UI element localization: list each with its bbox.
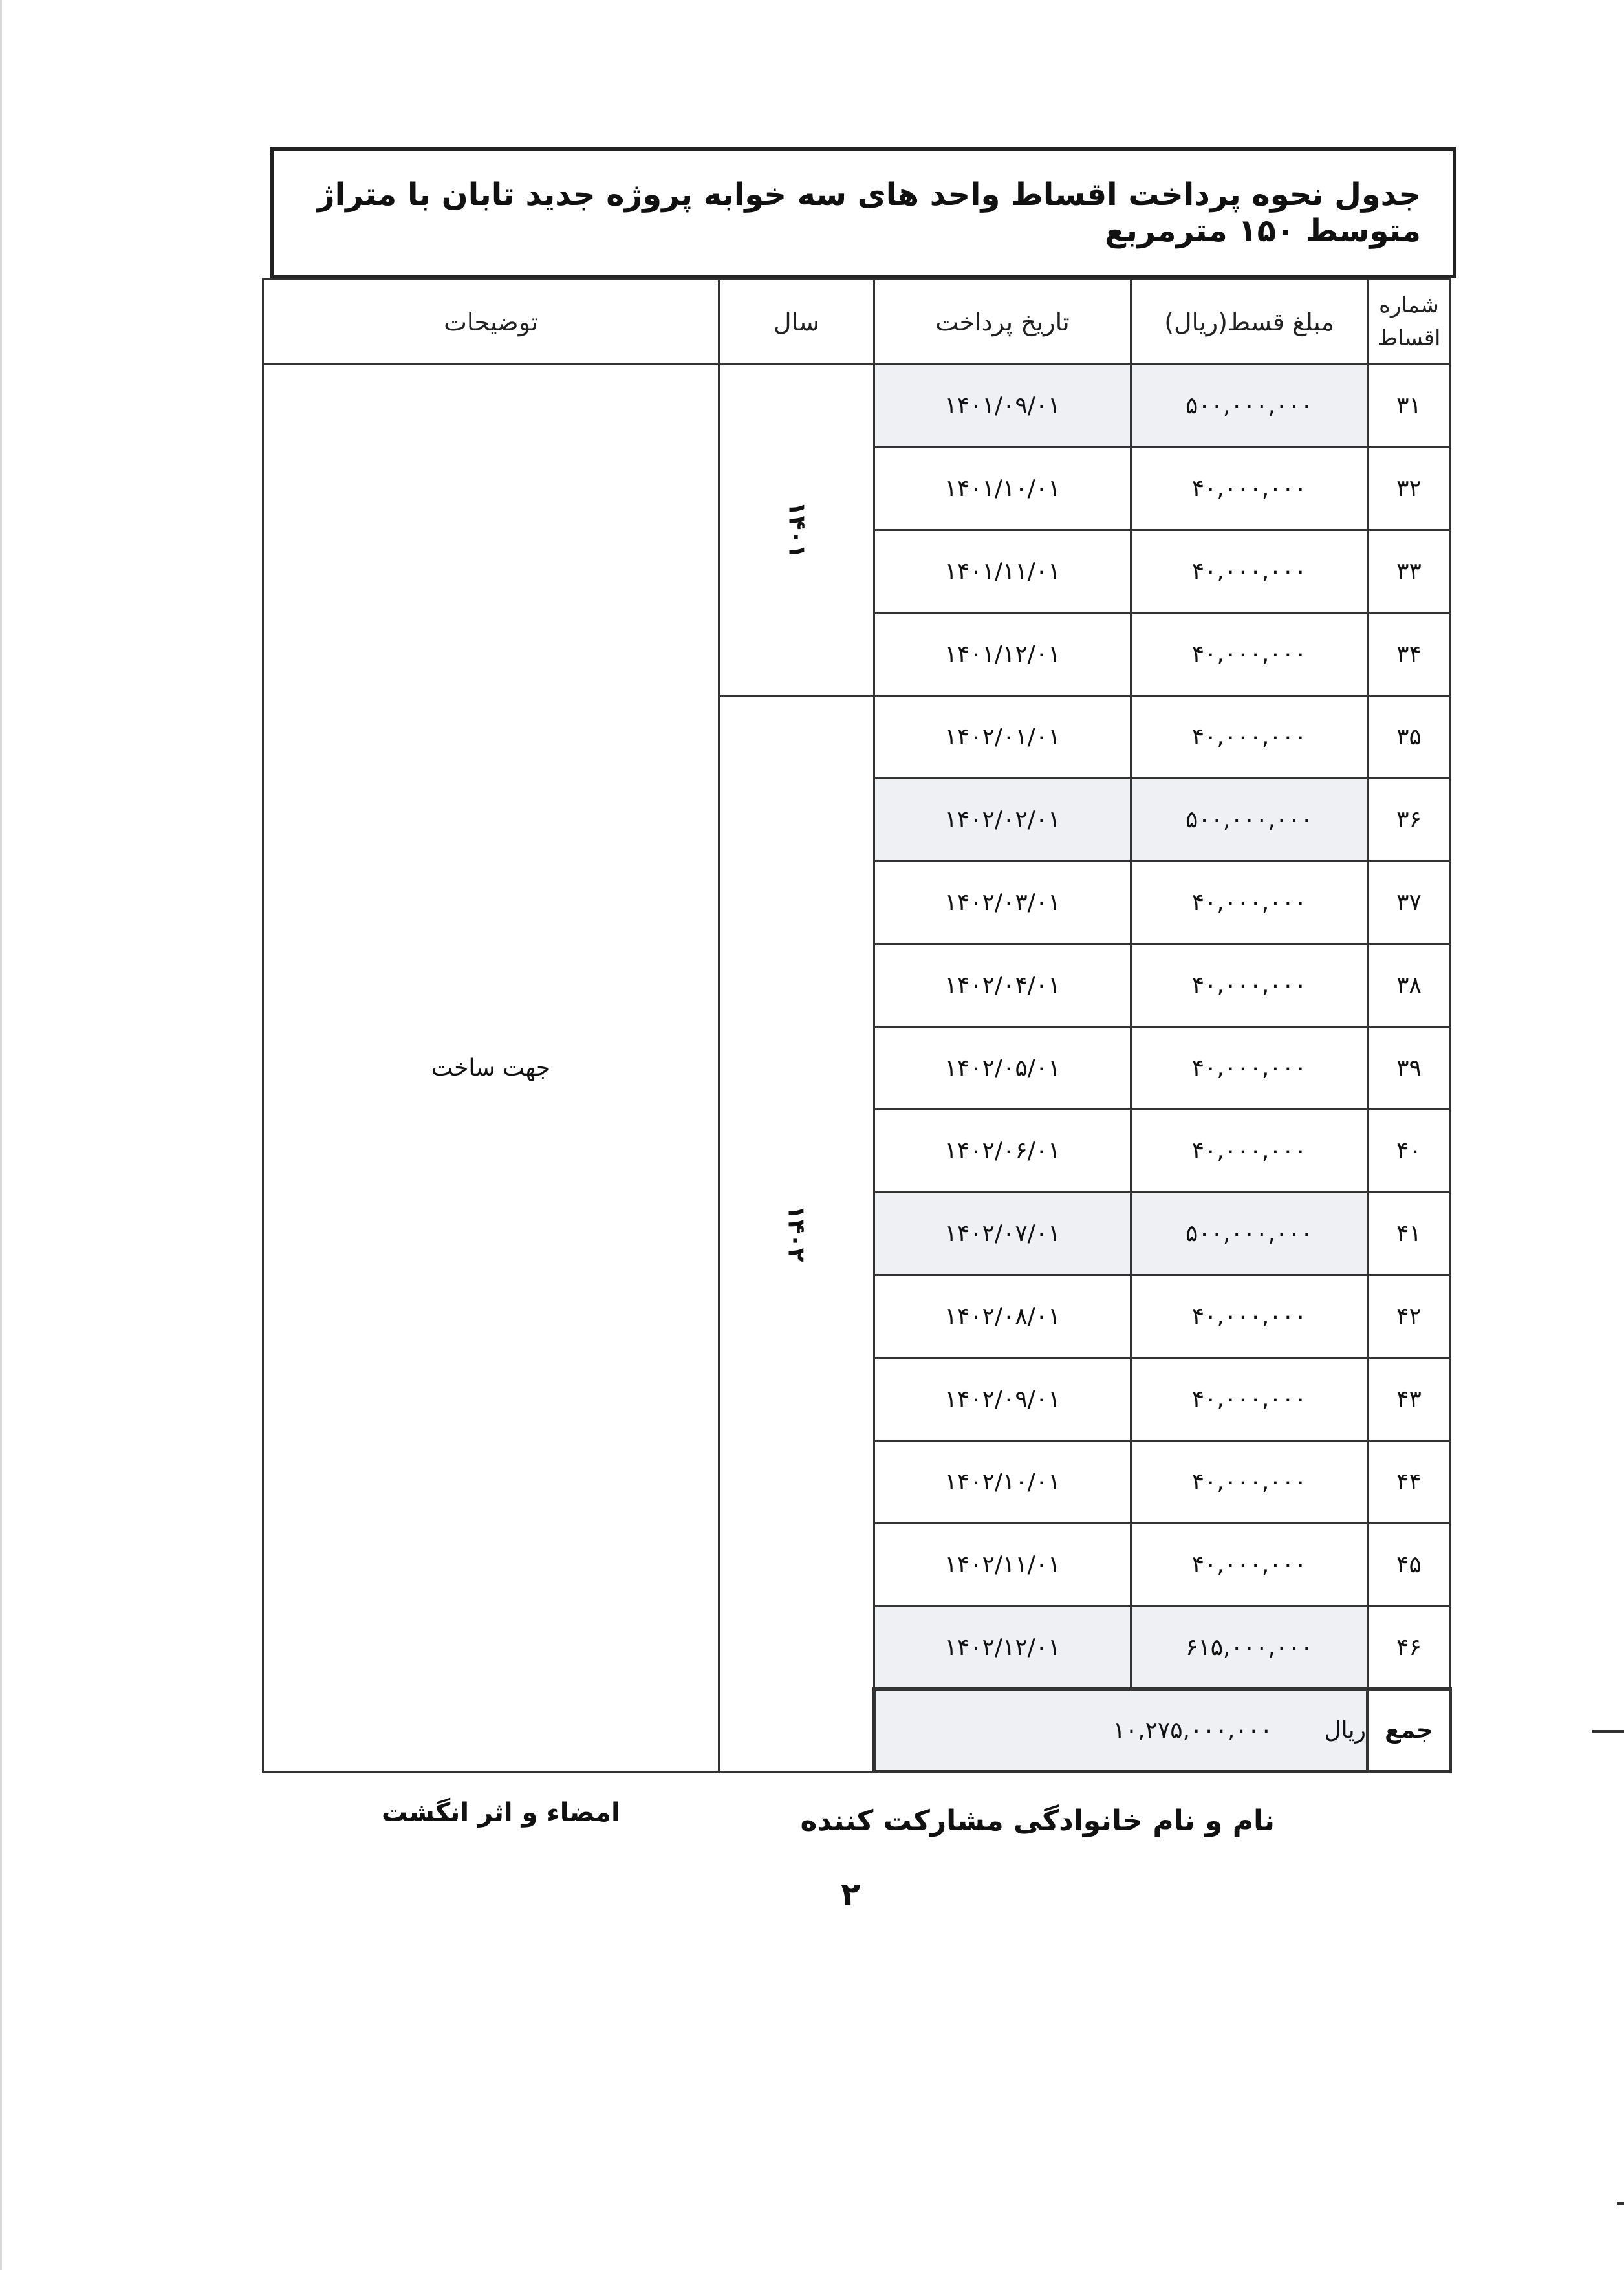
header-amount: مبلغ قسط(ریال) (1131, 279, 1368, 365)
table-row (263, 365, 1451, 448)
page-title: جدول نحوه پرداخت اقساط واحد های سه خوابه پروژه جدید تابان با متراژ متوسط ۱۵۰ مترمربع (317, 177, 1421, 249)
amount-cell: ۴۰,۰۰۰,۰۰۰ (1131, 861, 1368, 944)
installment-no-cell: ۴۲ (1368, 1275, 1451, 1358)
header-payment-date: تاریخ پرداخت (874, 279, 1131, 365)
payment-date-cell: ۱۴۰۲/۰۷/۰۱ (874, 1193, 1131, 1275)
amount-cell: ۴۰,۰۰۰,۰۰۰ (1131, 1275, 1368, 1358)
amount-cell: ۴۰,۰۰۰,۰۰۰ (1131, 1110, 1368, 1193)
installment-no-cell: ۴۳ (1368, 1358, 1451, 1441)
payment-date-cell: ۱۴۰۲/۰۱/۰۱ (874, 696, 1131, 779)
amount-cell: ۴۰,۰۰۰,۰۰۰ (1131, 1027, 1368, 1110)
installment-no-cell: ۴۵ (1368, 1524, 1451, 1606)
table-header-row (263, 279, 1451, 365)
signature-label: امضاء و اثر انگشت (382, 1798, 620, 1828)
year-cell (719, 365, 874, 696)
payment-date-cell: ۱۴۰۲/۱۱/۰۱ (874, 1524, 1131, 1606)
payment-date-cell: ۱۴۰۲/۰۳/۰۱ (874, 861, 1131, 944)
installment-table (262, 278, 1452, 1773)
total-amount: ۱۰,۲۷۵,۰۰۰,۰۰۰ (1112, 1717, 1273, 1744)
scan-edge-mark (1592, 1730, 1624, 1733)
amount-cell: ۴۰,۰۰۰,۰۰۰ (1131, 1524, 1368, 1606)
year-label: ۱۴۰۱ (783, 501, 810, 559)
installment-no-cell: ۴۰ (1368, 1110, 1451, 1193)
installment-no-cell: ۳۱ (1368, 365, 1451, 448)
installment-no-cell: ۴۴ (1368, 1441, 1451, 1524)
amount-cell: ۴۰,۰۰۰,۰۰۰ (1131, 1358, 1368, 1441)
amount-cell: ۵۰۰,۰۰۰,۰۰۰ (1131, 779, 1368, 861)
total-value-cell (874, 1689, 1368, 1772)
table-body (263, 365, 1451, 1772)
amount-cell: ۴۰,۰۰۰,۰۰۰ (1131, 448, 1368, 530)
amount-cell: ۴۰,۰۰۰,۰۰۰ (1131, 530, 1368, 613)
total-unit: ریال (1324, 1717, 1366, 1744)
installment-no-cell: ۳۷ (1368, 861, 1451, 944)
payment-date-cell: ۱۴۰۲/۱۲/۰۱ (874, 1606, 1131, 1689)
payment-date-cell: ۱۴۰۲/۰۸/۰۱ (874, 1275, 1131, 1358)
amount-cell: ۶۱۵,۰۰۰,۰۰۰ (1131, 1606, 1368, 1689)
payment-date-cell: ۱۴۰۲/۱۰/۰۱ (874, 1441, 1131, 1524)
payment-date-cell: ۱۴۰۲/۰۶/۰۱ (874, 1110, 1131, 1193)
payment-date-cell: ۱۴۰۱/۱۰/۰۱ (874, 448, 1131, 530)
header-installment-no-line2: اقساط (1377, 325, 1441, 351)
payment-date-cell: ۱۴۰۲/۰۹/۰۱ (874, 1358, 1131, 1441)
amount-cell: ۵۰۰,۰۰۰,۰۰۰ (1131, 365, 1368, 448)
total-value-wrap (876, 1717, 1366, 1744)
installment-no-cell: ۳۴ (1368, 613, 1451, 696)
installment-no-cell: ۳۹ (1368, 1027, 1451, 1110)
amount-cell: ۴۰,۰۰۰,۰۰۰ (1131, 696, 1368, 779)
installment-no-cell: ۳۳ (1368, 530, 1451, 613)
payment-date-cell: ۱۴۰۲/۰۵/۰۱ (874, 1027, 1131, 1110)
payment-date-cell: ۱۴۰۱/۰۹/۰۱ (874, 365, 1131, 448)
payment-date-cell: ۱۴۰۱/۱۲/۰۱ (874, 613, 1131, 696)
amount-cell: ۴۰,۰۰۰,۰۰۰ (1131, 613, 1368, 696)
payment-date-cell: ۱۴۰۲/۰۲/۰۱ (874, 779, 1131, 861)
installment-no-cell: ۳۵ (1368, 696, 1451, 779)
installment-no-cell: ۴۱ (1368, 1193, 1451, 1275)
installment-no-cell: ۳۲ (1368, 448, 1451, 530)
total-label: جمع (1368, 1689, 1451, 1772)
notes-cell: جهت ساخت (263, 365, 719, 1772)
installment-no-cell: ۳۶ (1368, 779, 1451, 861)
payment-date-cell: ۱۴۰۲/۰۴/۰۱ (874, 944, 1131, 1027)
header-installment-no-line1: شماره (1379, 292, 1439, 318)
year-cell (719, 696, 874, 1772)
title-box (270, 147, 1456, 278)
header-installment-no (1368, 279, 1451, 365)
header-year: سال (719, 279, 874, 365)
page-number: ۲ (841, 1875, 861, 1913)
header-notes: توضیحات (263, 279, 719, 365)
year-label: ۱۴۰۲ (783, 1205, 810, 1262)
installment-no-cell: ۳۸ (1368, 944, 1451, 1027)
amount-cell: ۵۰۰,۰۰۰,۰۰۰ (1131, 1193, 1368, 1275)
payment-date-cell: ۱۴۰۱/۱۱/۰۱ (874, 530, 1131, 613)
scan-edge-mark-bottom (1617, 2202, 1624, 2205)
participant-name-label: نام و نام خانوادگی مشارکت کننده (800, 1804, 1275, 1837)
amount-cell: ۴۰,۰۰۰,۰۰۰ (1131, 1441, 1368, 1524)
amount-cell: ۴۰,۰۰۰,۰۰۰ (1131, 944, 1368, 1027)
installment-no-cell: ۴۶ (1368, 1606, 1451, 1689)
